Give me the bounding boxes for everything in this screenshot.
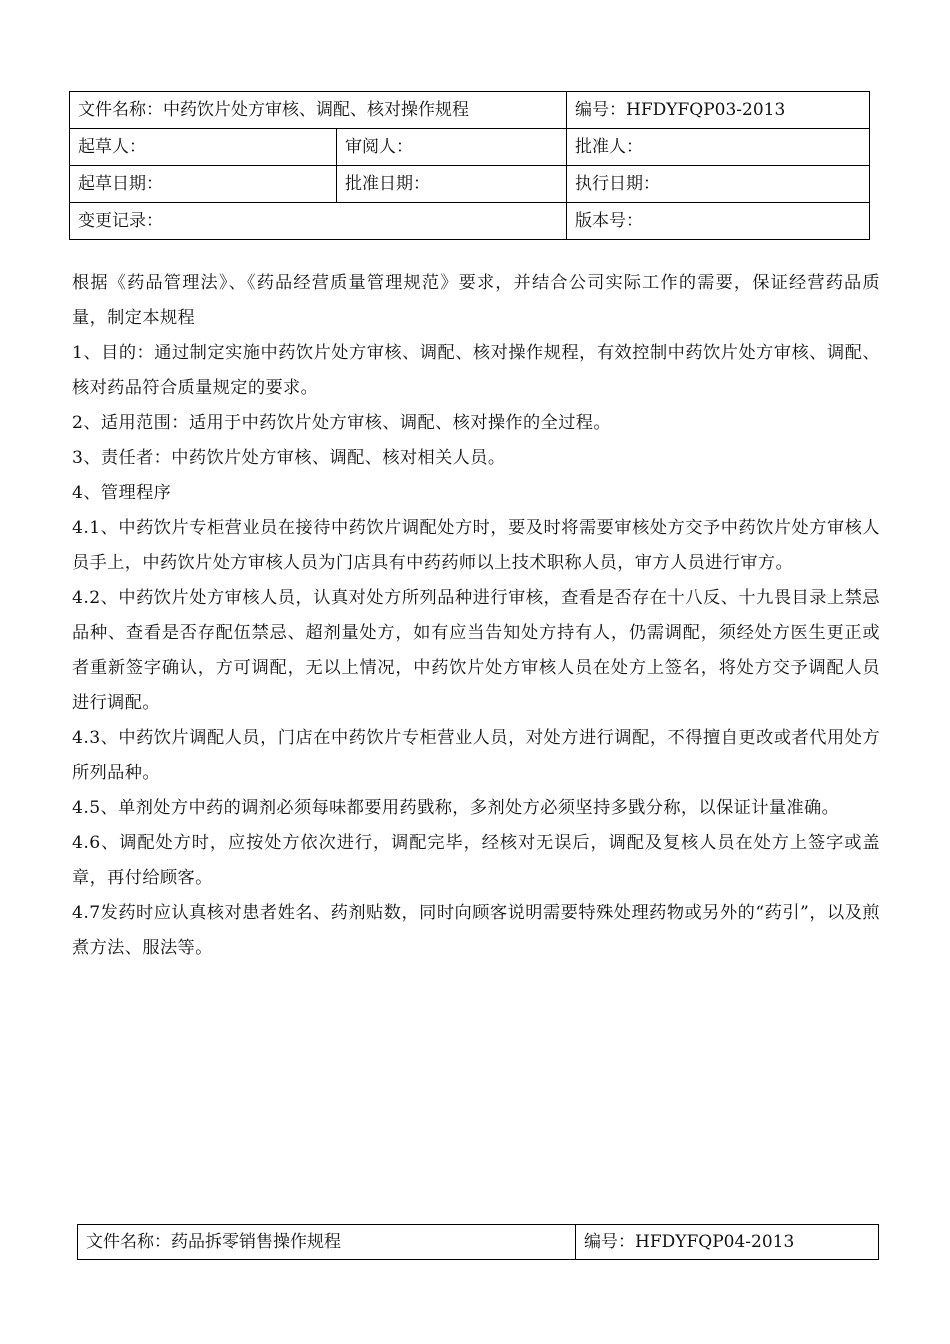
intro-paragraph: 根据《药品管理法》、《药品经营质量管理规范》要求，并结合公司实际工作的需要，保证经营药品质量，制定本规程 — [72, 273, 880, 328]
header-row-people — [70, 129, 870, 166]
version-cell: 版本号： — [567, 203, 870, 240]
document-body — [72, 266, 880, 966]
procedure-item-4-3: 4.3、中药饮片调配人员，门店在中药饮片专柜营业人员，对处方进行调配，不得擅自更改或者代用处方所列品种。 — [72, 728, 880, 783]
header-row-change — [70, 203, 870, 240]
approver-cell: 批准人： — [567, 129, 870, 166]
document-number-cell: 编号：HFDYFQP03-2013 — [567, 92, 870, 129]
header-row-title — [70, 92, 870, 129]
draft-date-cell: 起草日期： — [70, 166, 337, 203]
header-row-dates — [70, 166, 870, 203]
procedure-heading: 4、管理程序 — [72, 483, 172, 503]
next-document-number-cell: 编号：HFDYFQP04-2013 — [576, 1225, 879, 1260]
document-name-cell: 文件名称：中药饮片处方审核、调配、核对操作规程 — [70, 92, 567, 129]
scope-paragraph: 2、适用范围：适用于中药饮片处方审核、调配、核对操作的全过程。 — [72, 413, 611, 433]
procedure-item-4-5: 4.5、单剂处方中药的调剂必须每味都要用药戥称，多剂处方必须坚持多戥分称，以保证计量准确。 — [72, 798, 840, 818]
purpose-paragraph: 1、目的：通过制定实施中药饮片处方审核、调配、核对操作规程，有效控制中药饮片处方审核、调配、核对药品符合质量规定的要求。 — [72, 343, 880, 398]
procedure-item-4-2: 4.2、中药饮片处方审核人员，认真对处方所列品种进行审核，查看是否存在十八反、十九畏目录上禁忌品种、查看是否存配伍禁忌、超剂量处方，如有应当告知处方持有人，仍需调配，须经处方医生更正或者重新签字确认，方可调配，无以上情况，中药饮片处方审核人员在处方上签名，将处方交予调配人员进行调配。 — [72, 588, 880, 713]
next-header-row-title — [78, 1225, 879, 1260]
change-record-cell: 变更记录： — [70, 203, 567, 240]
execution-date-cell: 执行日期： — [567, 166, 870, 203]
responsible-paragraph: 3、责任者：中药饮片处方审核、调配、核对相关人员。 — [72, 448, 506, 468]
reviewer-cell: 审阅人： — [337, 129, 567, 166]
document-header-table — [69, 91, 870, 240]
procedure-item-4-7: 4.7发药时应认真核对患者姓名、药剂贴数，同时向顾客说明需要特殊处理药物或另外的“药引”，以及煎煮方法、服法等。 — [72, 903, 880, 958]
next-document-header-table — [77, 1224, 879, 1260]
procedure-item-4-6: 4.6、调配处方时，应按处方依次进行，调配完毕，经核对无误后，调配及复核人员在处方上签字或盖章，再付给顾客。 — [72, 833, 880, 888]
next-document-name-cell: 文件名称：药品拆零销售操作规程 — [78, 1225, 576, 1260]
drafter-cell: 起草人： — [70, 129, 337, 166]
approve-date-cell: 批准日期： — [337, 166, 567, 203]
procedure-item-4-1: 4.1、中药饮片专柜营业员在接待中药饮片调配处方时，要及时将需要审核处方交予中药饮片处方审核人员手上，中药饮片处方审核人员为门店具有中药药师以上技术职称人员，审方人员进行审方。 — [72, 518, 880, 573]
